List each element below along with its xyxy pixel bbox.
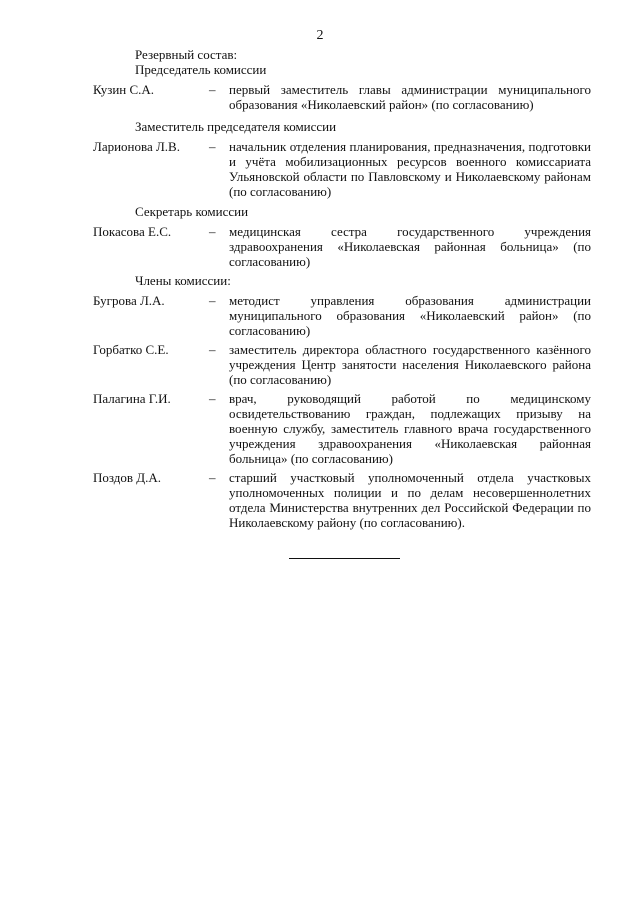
member-description: первый заместитель главы администрации муниципального образования «Николаевский район» (по согласованию) xyxy=(229,82,591,112)
member-entry xyxy=(93,224,593,269)
member-name: Покасова Е.С. xyxy=(93,224,172,239)
member-description: врач, руководящий работой по медицинскому освидетельствованию граждан, подлежащих призыву на военную службу, заместитель главного врача государственного учреждения здравоохранения «Николаевская районная больница» (по согласованию) xyxy=(229,391,591,466)
reserve-title: Резервный состав: xyxy=(135,47,238,62)
member-name: Бугрова Л.А. xyxy=(93,293,165,308)
member-description: заместитель директора областного государственного казённого учреждения Центр занятости населения Николаевского района (по согласованию) xyxy=(229,342,591,387)
page-number: 2 xyxy=(316,28,324,43)
member-entry xyxy=(93,82,593,112)
member-entry xyxy=(93,342,593,387)
dash-separator: – xyxy=(209,82,216,97)
member-entry xyxy=(93,470,593,530)
section-heading-deputy: Заместитель председателя комиссии xyxy=(135,119,337,134)
member-name: Палагина Г.И. xyxy=(93,391,171,406)
dash-separator: – xyxy=(209,470,216,485)
member-name: Поздов Д.А. xyxy=(93,470,162,485)
member-name: Горбатко С.Е. xyxy=(93,342,169,357)
dash-separator: – xyxy=(209,224,216,239)
dash-separator: – xyxy=(209,139,216,154)
member-name: Кузин С.А. xyxy=(93,82,155,97)
section-heading-chairman: Председатель комиссии xyxy=(135,62,267,77)
dash-separator: – xyxy=(209,342,216,357)
section-heading-members: Члены комиссии: xyxy=(135,273,231,288)
member-name: Ларионова Л.В. xyxy=(93,139,180,154)
section-heading-secretary: Секретарь комиссии xyxy=(135,204,249,219)
member-description: медицинская сестра государственного учреждения здравоохранения «Николаевская районная больница» (по согласованию) xyxy=(229,224,591,269)
member-description: начальник отделения планирования, предназначения, подготовки и учёта мобилизационных ресурсов военного комиссариата Ульяновской области по Павловскому и Николаевскому районам (по согласованию) xyxy=(229,139,591,199)
closing-divider xyxy=(289,558,400,559)
dash-separator: – xyxy=(209,391,216,406)
member-entry xyxy=(93,139,593,199)
member-description: методист управления образования администрации муниципального образования «Николаевский район» (по согласованию) xyxy=(229,293,591,338)
member-entry xyxy=(93,293,593,338)
member-entry xyxy=(93,391,593,466)
dash-separator: – xyxy=(209,293,216,308)
member-description: старший участковый уполномоченный отдела участковых уполномоченных полиции и по делам несовершеннолетних отдела Министерства внутренних дел Российской Федерации по Николаевскому району (по согласованию). xyxy=(229,470,591,530)
